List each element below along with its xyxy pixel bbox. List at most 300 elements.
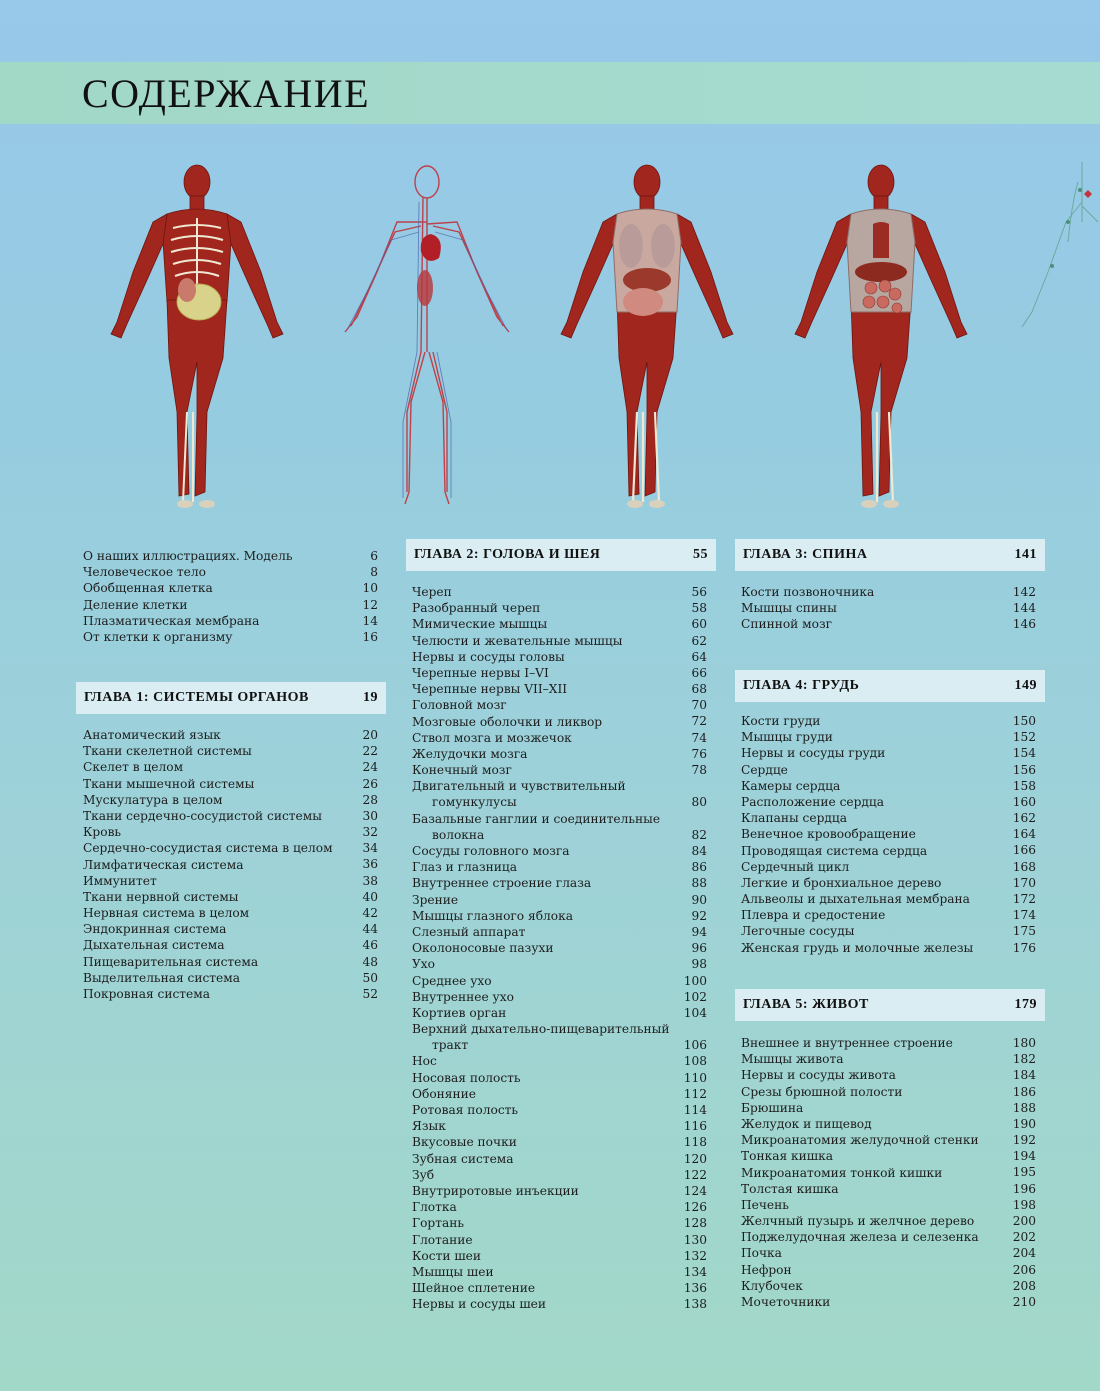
toc-entry[interactable] <box>741 1116 1036 1132</box>
toc-entry-label: Сердечно-сосудистая система в целом <box>83 841 333 856</box>
toc-entry[interactable] <box>412 681 707 697</box>
toc-entry[interactable] <box>741 1229 1036 1245</box>
toc-entry-page: 112 <box>683 1086 707 1101</box>
toc-entry[interactable] <box>83 889 378 905</box>
toc-entry[interactable] <box>741 923 1036 939</box>
toc-entry[interactable] <box>412 1086 707 1102</box>
toc-entry-page: 76 <box>691 746 707 761</box>
toc-entry-page: 158 <box>1012 778 1036 793</box>
toc-entry-label: Мышцы глазного яблока <box>412 908 574 923</box>
toc-entry-label: Легкие и бронхиальное дерево <box>741 875 942 890</box>
toc-entry-label: Эндокринная система <box>83 922 227 937</box>
toc-entry-page: 114 <box>683 1103 707 1118</box>
toc-entry[interactable] <box>83 580 378 596</box>
toc-entry-page: 12 <box>362 597 378 612</box>
toc-entry[interactable] <box>412 1134 707 1150</box>
toc-entry-page: 34 <box>362 841 378 856</box>
toc-entry-label-continued: гомункулусы <box>432 795 517 810</box>
toc-entry[interactable] <box>741 713 1036 729</box>
toc-entry[interactable] <box>83 921 378 937</box>
toc-entry-page: 100 <box>683 973 707 988</box>
toc-entry[interactable] <box>741 1051 1036 1067</box>
organs-figure <box>556 162 738 517</box>
toc-entry-label: Гортань <box>412 1216 464 1231</box>
toc-entry-label: Череп <box>412 585 452 599</box>
toc-entry[interactable] <box>741 794 1036 810</box>
toc-entry-page: 66 <box>691 665 707 680</box>
toc-entry-page: 52 <box>362 986 378 1001</box>
toc-entry-page: 206 <box>1012 1262 1036 1277</box>
toc-entry-page: 10 <box>362 581 378 596</box>
toc-entry[interactable] <box>83 776 378 792</box>
chapter-page: 149 <box>1014 678 1037 693</box>
toc-entry-label: Челюсти и жевательные мышцы <box>412 633 623 648</box>
toc-entry-label: Легочные сосуды <box>741 924 855 939</box>
toc-entry-page: 144 <box>1012 601 1036 616</box>
toc-entry[interactable] <box>741 1278 1036 1294</box>
toc-entry-page: 142 <box>1012 584 1036 599</box>
toc-entry-page: 46 <box>362 938 378 953</box>
toc-entry-label: Почка <box>741 1246 782 1261</box>
toc-entry-label: Нервы и сосуды шеи <box>412 1297 546 1312</box>
toc-entry[interactable] <box>741 907 1036 923</box>
toc-entry[interactable] <box>83 548 378 564</box>
toc-entry-label: Кости груди <box>741 714 821 728</box>
toc-entry-label: Срезы брюшной полости <box>741 1084 903 1099</box>
toc-entry[interactable] <box>412 1167 707 1183</box>
toc-entry-page: 72 <box>691 714 707 729</box>
toc-entry[interactable] <box>741 584 1036 600</box>
toc-entry[interactable] <box>741 810 1036 826</box>
toc-entry-page: 64 <box>691 649 707 664</box>
toc-entry-label: Головной мозг <box>412 698 507 713</box>
toc-entry[interactable] <box>741 762 1036 778</box>
internal-organs-figure <box>790 162 972 517</box>
toc-entry-page: 152 <box>1012 730 1036 745</box>
toc-entry-label: Глотание <box>412 1232 473 1247</box>
toc-entry[interactable] <box>412 859 707 875</box>
toc-entry-label: Желчный пузырь и желчное дерево <box>741 1214 975 1229</box>
toc-entry-page: 30 <box>362 808 378 823</box>
toc-entry-page: 172 <box>1012 892 1036 907</box>
toc-entry-page: 22 <box>362 744 378 759</box>
toc-entry-page: 70 <box>691 698 707 713</box>
toc-entry-page: 120 <box>683 1151 707 1166</box>
toc-entry-page: 28 <box>362 792 378 807</box>
toc-entry-label: Микроанатомия тонкой кишки <box>741 1165 943 1180</box>
toc-entry-page: 118 <box>683 1135 707 1150</box>
toc-entry-label: Скелет в целом <box>83 760 184 775</box>
toc-entry-label: Мышцы спины <box>741 601 837 616</box>
toc-entry[interactable] <box>83 629 378 645</box>
toc-entry-label: Обобщенная клетка <box>83 581 213 596</box>
toc-entry[interactable] <box>83 954 378 970</box>
toc-entry[interactable] <box>741 1148 1036 1164</box>
toc-entry-page: 106 <box>683 1038 707 1053</box>
toc-entry-label: Среднее ухо <box>412 973 492 988</box>
toc-entry-label: Плазматическая мембрана <box>83 613 260 628</box>
toc-entry-label: Лимфатическая система <box>83 857 244 872</box>
title-bar <box>0 62 1100 124</box>
toc-entry-label: Язык <box>412 1119 446 1134</box>
toc-entry[interactable] <box>83 824 378 840</box>
toc-entry-label: Мочеточники <box>741 1295 831 1309</box>
toc-entry-page: 56 <box>691 584 707 599</box>
toc-entry-page: 174 <box>1012 908 1036 923</box>
toc-entry-page: 108 <box>683 1054 707 1069</box>
chapter-title: ГЛАВА 2: ГОЛОВА И ШЕЯ <box>414 547 601 562</box>
toc-entry-label: Слезный аппарат <box>412 924 526 939</box>
toc-entry-label: Деление клетки <box>83 597 188 612</box>
toc-entry-page: 68 <box>691 682 707 697</box>
toc-entry-page: 60 <box>691 617 707 632</box>
toc-entry-page: 160 <box>1012 794 1036 809</box>
toc-entry-label: Двигательный и чувствительный <box>412 779 626 794</box>
toc-entry-page: 196 <box>1012 1181 1036 1196</box>
toc-entry[interactable] <box>83 597 378 613</box>
toc-entry-page: 82 <box>691 827 707 842</box>
toc-entry[interactable] <box>412 762 707 778</box>
toc-entry-label: Поджелудочная железа и селезенка <box>741 1230 979 1245</box>
toc-entry[interactable] <box>83 970 378 986</box>
toc-entry[interactable] <box>83 840 378 856</box>
toc-entry[interactable] <box>83 937 378 953</box>
toc-entry-label: Желудок и пищевод <box>741 1116 872 1131</box>
toc-chapter-4-list <box>741 713 1036 956</box>
toc-entry-label: Нервы и сосуды живота <box>741 1068 896 1083</box>
toc-entry[interactable] <box>412 1264 707 1280</box>
toc-entry-label: Зуб <box>412 1167 435 1182</box>
circulatory-figure <box>336 162 518 517</box>
toc-entry-label: Зубная система <box>412 1151 514 1166</box>
toc-entry-label: Мышцы груди <box>741 730 833 745</box>
toc-entry[interactable] <box>741 1181 1036 1197</box>
toc-entry[interactable] <box>741 1294 1036 1310</box>
toc-entry[interactable] <box>741 875 1036 891</box>
toc-entry-page: 202 <box>1012 1230 1036 1245</box>
toc-entry[interactable] <box>412 940 707 956</box>
toc-entry-label: Печень <box>741 1197 789 1212</box>
toc-entry-label: Пищеварительная система <box>83 954 259 969</box>
toc-entry-page: 110 <box>683 1070 707 1085</box>
toc-entry-label: Венечное кровообращение <box>741 827 916 842</box>
toc-entry-page: 180 <box>1012 1035 1036 1050</box>
toc-entry-label: Дыхательная система <box>83 938 225 953</box>
toc-entry-page: 94 <box>691 924 707 939</box>
toc-entry-label-continued: тракт <box>432 1038 469 1053</box>
muscular-skeletal-figure <box>106 162 288 517</box>
toc-entry-page: 208 <box>1012 1278 1036 1293</box>
toc-chapter-5-list <box>741 1035 1036 1310</box>
toc-entry[interactable] <box>741 1262 1036 1278</box>
toc-entry-page: 96 <box>691 941 707 956</box>
toc-entry-label: Желудочки мозга <box>412 746 528 761</box>
toc-entry-page: 162 <box>1012 811 1036 826</box>
toc-entry-label: Женская грудь и молочные железы <box>741 940 974 955</box>
lymphatic-figure <box>1018 162 1100 362</box>
chapter-page: 55 <box>693 547 708 562</box>
toc-entry[interactable] <box>412 616 707 632</box>
toc-entry-page: 134 <box>683 1264 707 1279</box>
toc-entry-label: Мышцы шеи <box>412 1264 494 1279</box>
toc-entry[interactable] <box>412 811 707 843</box>
toc-entry[interactable] <box>412 892 707 908</box>
chapter-1-header[interactable] <box>76 682 386 714</box>
toc-entry-label: Камеры сердца <box>741 778 841 793</box>
toc-entry[interactable] <box>412 1070 707 1086</box>
toc-chapter-3-list <box>741 584 1036 633</box>
toc-entry-label-continued: волокна <box>432 827 485 842</box>
toc-entry[interactable] <box>741 1165 1036 1181</box>
toc-entry[interactable] <box>741 1067 1036 1083</box>
toc-entry-page: 128 <box>683 1216 707 1231</box>
toc-entry-label: Выделительная система <box>83 970 240 985</box>
toc-entry-page: 38 <box>362 873 378 888</box>
toc-entry-label: Ухо <box>412 957 436 972</box>
toc-entry-page: 80 <box>691 795 707 810</box>
toc-entry-page: 200 <box>1012 1214 1036 1229</box>
toc-entry-page: 44 <box>362 922 378 937</box>
toc-entry-label: Черепные нервы VII–XII <box>412 682 568 697</box>
toc-chapter-2-list <box>412 584 707 1312</box>
toc-entry-label: Кости шеи <box>412 1248 482 1263</box>
toc-entry-label: Кости позвоночника <box>741 585 875 599</box>
toc-entry-label: Альвеолы и дыхательная мембрана <box>741 892 970 907</box>
toc-entry[interactable] <box>412 746 707 762</box>
toc-entry[interactable] <box>741 1100 1036 1116</box>
toc-entry[interactable] <box>412 1005 707 1021</box>
toc-entry[interactable] <box>412 1183 707 1199</box>
toc-entry-label: Человеческое тело <box>83 565 206 580</box>
toc-entry-label: О наших иллюстрациях. Модель <box>83 549 293 563</box>
toc-entry-label: Кровь <box>83 825 122 840</box>
toc-entry-label: Кортиев орган <box>412 1005 507 1020</box>
toc-entry-label: Разобранный череп <box>412 601 541 616</box>
chapter-5-header[interactable] <box>735 989 1045 1021</box>
chapter-3-header[interactable] <box>735 539 1045 571</box>
toc-entry[interactable] <box>741 1132 1036 1148</box>
toc-entry-label: Мышцы живота <box>741 1052 844 1067</box>
toc-entry[interactable] <box>741 1084 1036 1100</box>
toc-entry-label: Зрение <box>412 892 459 907</box>
toc-entry[interactable] <box>412 778 707 810</box>
toc-entry-label: Околоносовые пазухи <box>412 941 554 956</box>
toc-entry[interactable] <box>412 956 707 972</box>
toc-entry[interactable] <box>741 940 1036 956</box>
toc-entry-label: Покровная система <box>83 987 211 1001</box>
toc-entry-page: 130 <box>683 1232 707 1247</box>
toc-entry[interactable] <box>412 1296 707 1312</box>
toc-entry-label: Внутреннее строение глаза <box>412 876 592 891</box>
toc-entry-page: 204 <box>1012 1246 1036 1261</box>
toc-entry-label: Мозговые оболочки и ликвор <box>412 714 603 729</box>
toc-entry-label: Клубочек <box>741 1278 803 1293</box>
toc-entry-page: 104 <box>683 1005 707 1020</box>
toc-entry-label: Сердечный цикл <box>741 859 850 874</box>
toc-entry[interactable] <box>412 843 707 859</box>
toc-entry-label: Брюшина <box>741 1100 804 1115</box>
chapter-title: ГЛАВА 1: СИСТЕМЫ ОРГАНОВ <box>84 690 309 705</box>
toc-entry-page: 150 <box>1012 713 1036 728</box>
toc-entry-label: Спинной мозг <box>741 617 833 632</box>
toc-entry-page: 175 <box>1012 924 1036 939</box>
toc-entry-label: От клетки к организму <box>83 629 233 644</box>
toc-entry[interactable] <box>412 1199 707 1215</box>
toc-entry-page: 92 <box>691 908 707 923</box>
toc-entry-label: Нос <box>412 1054 437 1069</box>
toc-entry-label: Нефрон <box>741 1262 792 1277</box>
chapter-title: ГЛАВА 5: ЖИВОТ <box>743 997 869 1012</box>
toc-entry-page: 62 <box>691 633 707 648</box>
toc-entry[interactable] <box>741 826 1036 842</box>
toc-entry-label: Ткани нервной системы <box>83 889 239 904</box>
toc-entry[interactable] <box>83 727 378 743</box>
toc-entry-page: 136 <box>683 1281 707 1296</box>
toc-entry-page: 14 <box>362 613 378 628</box>
toc-entry-page: 188 <box>1012 1100 1036 1115</box>
toc-entry[interactable] <box>741 600 1036 616</box>
chapter-page: 141 <box>1014 547 1037 562</box>
toc-entry[interactable] <box>741 1197 1036 1213</box>
toc-entry-page: 86 <box>691 860 707 875</box>
toc-entry[interactable] <box>412 1118 707 1134</box>
toc-entry-label: Расположение сердца <box>741 794 885 809</box>
toc-entry-label: Толстая кишка <box>741 1181 839 1196</box>
toc-entry-page: 88 <box>691 876 707 891</box>
toc-entry-page: 190 <box>1012 1116 1036 1131</box>
toc-entry-page: 132 <box>683 1248 707 1263</box>
toc-entry[interactable] <box>741 843 1036 859</box>
chapter-4-header[interactable] <box>735 670 1045 702</box>
toc-entry[interactable] <box>412 1151 707 1167</box>
toc-entry[interactable] <box>741 859 1036 875</box>
toc-entry-page: 32 <box>362 825 378 840</box>
page-title: СОДЕРЖАНИЕ <box>82 71 371 116</box>
toc-entry[interactable] <box>83 613 378 629</box>
toc-entry-page: 138 <box>683 1297 707 1312</box>
toc-entry[interactable] <box>83 743 378 759</box>
toc-entry[interactable] <box>412 875 707 891</box>
toc-entry-label: Ротовая полость <box>412 1103 519 1118</box>
toc-chapter-1-list <box>83 727 378 1002</box>
toc-entry-page: 146 <box>1012 617 1036 632</box>
toc-entry[interactable] <box>83 759 378 775</box>
toc-entry-label: Обоняние <box>412 1086 476 1101</box>
toc-entry-page: 6 <box>370 548 378 563</box>
toc-entry[interactable] <box>412 973 707 989</box>
toc-entry-page: 186 <box>1012 1084 1036 1099</box>
toc-entry-label: Ткани скелетной системы <box>83 744 252 759</box>
toc-entry-label: Иммунитет <box>83 873 157 888</box>
toc-entry[interactable] <box>741 778 1036 794</box>
toc-entry[interactable] <box>83 873 378 889</box>
toc-entry[interactable] <box>412 1248 707 1264</box>
toc-entry-page: 98 <box>691 957 707 972</box>
toc-entry-page: 195 <box>1012 1165 1036 1180</box>
toc-entry-page: 176 <box>1012 940 1036 955</box>
toc-entry-page: 124 <box>683 1183 707 1198</box>
toc-entry[interactable] <box>412 1053 707 1069</box>
toc-entry[interactable] <box>412 584 707 600</box>
toc-entry[interactable] <box>412 989 707 1005</box>
toc-entry[interactable] <box>412 730 707 746</box>
toc-entry-page: 166 <box>1012 843 1036 858</box>
toc-entry[interactable] <box>412 600 707 616</box>
chapter-page: 179 <box>1014 997 1037 1012</box>
toc-entry-label: Глотка <box>412 1200 457 1215</box>
toc-entry-page: 116 <box>683 1119 707 1134</box>
toc-entry-page: 42 <box>362 906 378 921</box>
toc-entry[interactable] <box>412 924 707 940</box>
toc-entry[interactable] <box>741 1213 1036 1229</box>
toc-entry-page: 78 <box>691 763 707 778</box>
toc-entry-page: 102 <box>683 989 707 1004</box>
chapter-2-header[interactable] <box>406 539 716 571</box>
toc-entry[interactable] <box>83 857 378 873</box>
toc-entry-label: Черепные нервы I–VI <box>412 665 549 680</box>
toc-entry[interactable] <box>83 808 378 824</box>
toc-entry[interactable] <box>741 745 1036 761</box>
toc-intro-list <box>83 548 378 645</box>
toc-entry-page: 198 <box>1012 1197 1036 1212</box>
toc-entry-page: 192 <box>1012 1133 1036 1148</box>
toc-entry-label: Конечный мозг <box>412 763 512 778</box>
toc-entry-page: 126 <box>683 1200 707 1215</box>
toc-entry-label: Плевра и средостение <box>741 908 886 923</box>
toc-entry-label: Внутреннее ухо <box>412 989 514 1004</box>
toc-entry-label: Ствол мозга и мозжечок <box>412 730 572 745</box>
toc-entry[interactable] <box>412 633 707 649</box>
toc-entry-label: Сосуды головного мозга <box>412 844 570 859</box>
toc-entry[interactable] <box>741 1035 1036 1051</box>
toc-entry[interactable] <box>83 792 378 808</box>
toc-entry[interactable] <box>741 1245 1036 1261</box>
toc-entry-page: 58 <box>691 601 707 616</box>
toc-entry-page: 50 <box>362 970 378 985</box>
toc-entry[interactable] <box>412 714 707 730</box>
toc-entry-label: Нервы и сосуды груди <box>741 746 886 761</box>
toc-entry-label: Ткани мышечной системы <box>83 776 255 791</box>
toc-entry[interactable] <box>412 665 707 681</box>
toc-entry-page: 74 <box>691 730 707 745</box>
toc-entry[interactable] <box>412 1215 707 1231</box>
toc-entry[interactable] <box>412 697 707 713</box>
toc-entry-page: 210 <box>1012 1294 1036 1309</box>
toc-entry[interactable] <box>412 1021 707 1053</box>
toc-entry[interactable] <box>741 891 1036 907</box>
toc-entry[interactable] <box>412 1280 707 1296</box>
toc-entry-label: Внутриротовые инъекции <box>412 1183 579 1198</box>
toc-entry[interactable] <box>412 1232 707 1248</box>
toc-entry[interactable] <box>412 649 707 665</box>
toc-entry-page: 194 <box>1012 1149 1036 1164</box>
toc-entry-page: 122 <box>683 1167 707 1182</box>
toc-entry[interactable] <box>741 616 1036 632</box>
toc-entry-label: Мимические мышцы <box>412 617 548 632</box>
toc-entry[interactable] <box>741 729 1036 745</box>
toc-entry-label: Ткани сердечно-сосудистой системы <box>83 808 322 823</box>
toc-entry-label: Вкусовые почки <box>412 1135 517 1150</box>
toc-entry-page: 24 <box>362 760 378 775</box>
toc-entry[interactable] <box>412 1102 707 1118</box>
toc-entry[interactable] <box>412 908 707 924</box>
toc-entry-label: Проводящая система сердца <box>741 843 928 858</box>
toc-entry[interactable] <box>83 905 378 921</box>
toc-entry-page: 16 <box>362 629 378 644</box>
toc-entry[interactable] <box>83 986 378 1002</box>
toc-entry[interactable] <box>83 564 378 580</box>
toc-entry-page: 26 <box>362 776 378 791</box>
